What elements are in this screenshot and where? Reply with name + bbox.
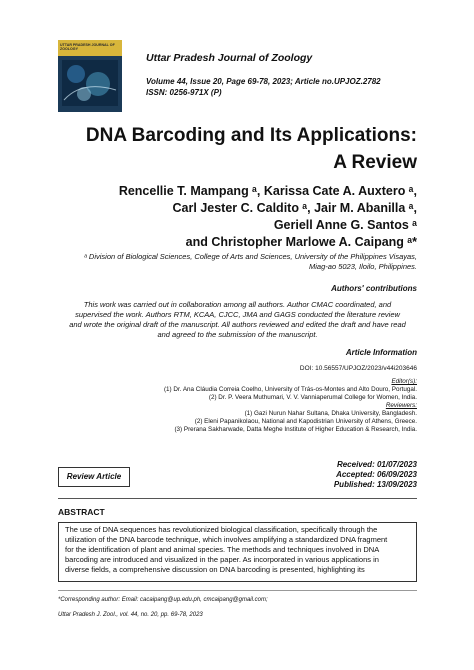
author-list: [119, 183, 417, 251]
editor-entry: (2) Dr. P. Veera Muthumari, V. V. Vanniaperumal College for Women, India.: [208, 394, 417, 401]
abstract-text: [59, 523, 416, 577]
reviewer-entry: (1) Gazi Nurun Nahar Sultana, Dhaka University, Bangladesh.: [244, 410, 417, 417]
doi: DOI: 10.56557/UPJOZ/2023/v44i203646: [299, 365, 417, 372]
citation-footer: Uttar Pradesh J. Zool., vol. 44, no. 20, pp. 69-78, 2023: [58, 612, 203, 618]
author-line: Rencellie T. Mampang ᵃ, Karissa Cate A. Auxtero ᵃ,: [118, 184, 417, 198]
journal-cover-image: [58, 40, 122, 112]
affiliation: [37, 252, 417, 272]
editor-entry: (1) Dr. Ana Cláudia Correia Coelho, University of Trás-os-Montes and Alto Douro, Portugal.: [163, 386, 417, 393]
affiliation-line: Miag-ao 5023, Iloilo, Philippines.: [309, 262, 417, 271]
cover-title: UTTAR PRADESH JOURNAL OF ZOOLOGY: [60, 43, 115, 52]
abstract-line: for the identification of plant and animal species. The methods and techniques involved in DNA: [65, 545, 380, 554]
editors-label: Editor(s):: [391, 378, 417, 385]
contributions-line: and wrote the original draft of the manuscript. All authors reviewed and edited the draft and have read: [69, 320, 406, 329]
abstract-box: [58, 522, 417, 582]
editors-reviewers: [164, 378, 417, 434]
divider: [58, 498, 417, 499]
accepted-date: Accepted: 06/09/2023: [336, 470, 417, 479]
abstract-heading: ABSTRACT: [58, 507, 105, 517]
volume-line: Volume 44, Issue 20, Page 69-78, 2023; Article no.UPJOZ.2782: [146, 77, 381, 86]
contributions-line: and agreed to the submission of the manuscript.: [157, 330, 318, 339]
received-date: Received: 01/07/2023: [336, 460, 417, 469]
title-line: DNA Barcoding and Its Applications:: [85, 125, 417, 146]
published-date: Published: 13/09/2023: [333, 480, 417, 489]
volume-info: [146, 76, 381, 98]
contributions-heading: Authors' contributions: [331, 284, 417, 293]
footnote-divider: [58, 590, 417, 591]
abstract-line: The use of DNA sequences has revolutionized biological classification, specifically through the: [65, 525, 378, 534]
reviewer-entry: (3) Prerana Sakharwade, Datta Meghe Institute of Higher Education & Research, India.: [174, 426, 417, 433]
reviewer-entry: (2) Eleni Papanikolaou, National and Kapodistrian University of Athens, Greece.: [194, 418, 417, 425]
journal-name: Uttar Pradesh Journal of Zoology: [146, 52, 313, 64]
author-line: Carl Jester C. Caldito ᵃ, Jair M. Abanilla ᵃ,: [172, 201, 417, 215]
author-line: and Christopher Marlowe A. Caipang ᵃ*: [185, 235, 417, 249]
abstract-line: barcoding are introduced and visualized in the paper. As incorporated in various applications in: [65, 555, 379, 564]
article-dates: [334, 460, 417, 490]
author-line: Geriell Anne G. Santos ᵃ: [273, 218, 417, 232]
contributions-line: supervised the work. Authors RTM, KCAA, CJCC, JMA and GAGS conducted the literature review: [75, 310, 400, 319]
contributions-text: [58, 300, 417, 340]
cover-title-band: [58, 40, 122, 56]
issn: ISSN: 0256-971X (P): [146, 88, 222, 97]
article-type-badge: Review Article: [58, 467, 130, 487]
abstract-line: utilization of the DNA barcode technique, which involves amplifying a standardized DNA fragment: [65, 535, 388, 544]
title-line: A Review: [333, 152, 417, 173]
abstract-line: diverse fields, a comprehensive discussion on DNA barcoding is presented, highlighting its: [65, 565, 365, 574]
affiliation-line: ᵃ Division of Biological Sciences, College of Arts and Sciences, University of the Philippines Visayas,: [84, 252, 417, 261]
article-info-heading: Article Information: [345, 348, 417, 357]
article-title: [86, 122, 417, 176]
contributions-line: This work was carried out in collaboration among all authors. Author CMAC coordinated, and: [83, 300, 392, 309]
cover-artwork: [62, 60, 118, 106]
reviewers-label: Reviewers:: [385, 402, 417, 409]
corresponding-author: *Corresponding author: Email: cacaipang@up.edu.ph, cmcaipang@gmail.com;: [58, 597, 268, 603]
